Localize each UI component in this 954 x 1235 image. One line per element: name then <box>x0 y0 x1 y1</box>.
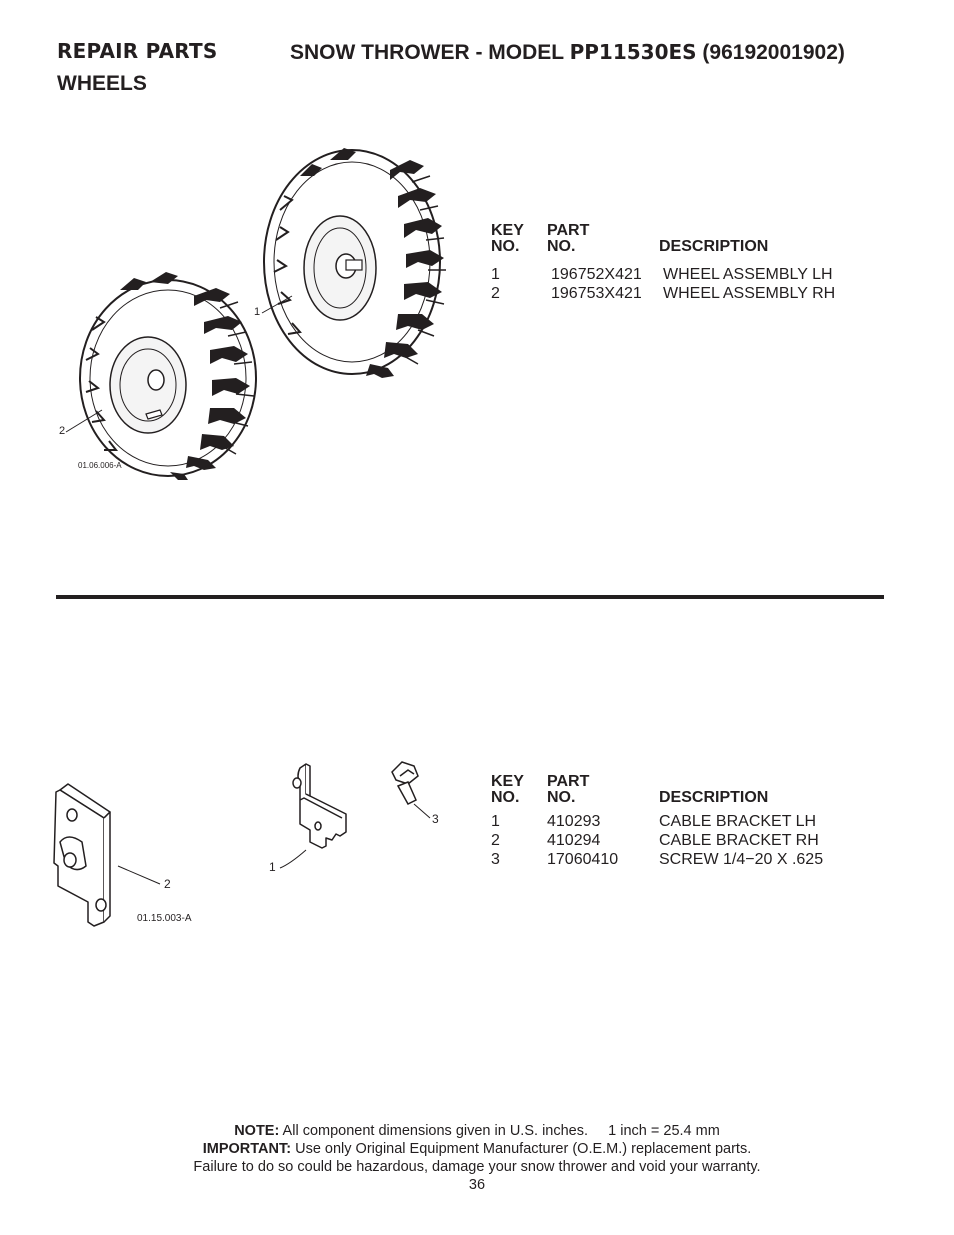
column-header-key: KEY NO. <box>491 222 524 255</box>
callout-1: 1 <box>269 860 276 874</box>
callout-2: 2 <box>59 425 66 437</box>
model-name: PP11530ES <box>569 40 697 64</box>
callout-3: 3 <box>432 812 439 826</box>
key-no: 3 <box>491 851 500 868</box>
footer-important <box>0 1140 954 1158</box>
screw-drawing <box>392 762 418 804</box>
title-prefix: SNOW THROWER - MODEL <box>290 41 564 64</box>
model-number: (96192001902) <box>702 41 845 64</box>
section-title: REPAIR PARTS <box>57 39 218 63</box>
description: WHEEL ASSEMBLY RH <box>663 285 836 302</box>
footer-note <box>0 1122 954 1140</box>
part-no: 196753X421 <box>551 285 642 302</box>
part-no: 17060410 <box>547 851 619 868</box>
cable-bracket-rh-drawing <box>54 784 110 926</box>
brackets-parts-table <box>491 774 851 874</box>
description: WHEEL ASSEMBLY LH <box>663 266 833 283</box>
unit-conversion: 1 inch = 25.4 mm <box>608 1123 720 1139</box>
note-text: All component dimensions given in U.S. inches. <box>282 1123 589 1139</box>
key-no: 1 <box>491 266 500 283</box>
column-header-description: DESCRIPTION <box>659 789 769 806</box>
part-no: 410293 <box>547 813 601 830</box>
key-no: 2 <box>491 285 500 302</box>
important-label: IMPORTANT: <box>202 1141 292 1157</box>
column-header-part: PART NO. <box>547 773 590 806</box>
footer-warning: Failure to do so could be hazardous, damage your snow thrower and void your warranty. <box>193 1159 761 1175</box>
figure-code: 01.06.006-A <box>78 461 122 470</box>
description: CABLE BRACKET RH <box>659 832 819 849</box>
column-header-description: DESCRIPTION <box>659 238 769 255</box>
key-no: 2 <box>491 832 500 849</box>
cable-bracket-lh-drawing <box>293 764 346 848</box>
callout-2: 2 <box>164 877 171 891</box>
note-label: NOTE: <box>234 1123 280 1139</box>
subsection-title: WHEELS <box>57 72 147 95</box>
column-header-part: PART NO. <box>547 222 590 255</box>
part-no: 196752X421 <box>551 266 642 283</box>
figure-code: 01.15.003-A <box>137 913 192 924</box>
description: CABLE BRACKET LH <box>659 813 817 830</box>
page-number: 36 <box>468 1177 486 1193</box>
part-no: 410294 <box>547 832 601 849</box>
column-header-key: KEY NO. <box>491 773 524 806</box>
description: SCREW 1/4−20 X .625 <box>659 851 824 868</box>
important-text: Use only Original Equipment Manufacturer (O.E.M.) replacement parts. <box>295 1141 752 1157</box>
key-no: 1 <box>491 813 500 830</box>
callout-1: 1 <box>254 306 261 318</box>
